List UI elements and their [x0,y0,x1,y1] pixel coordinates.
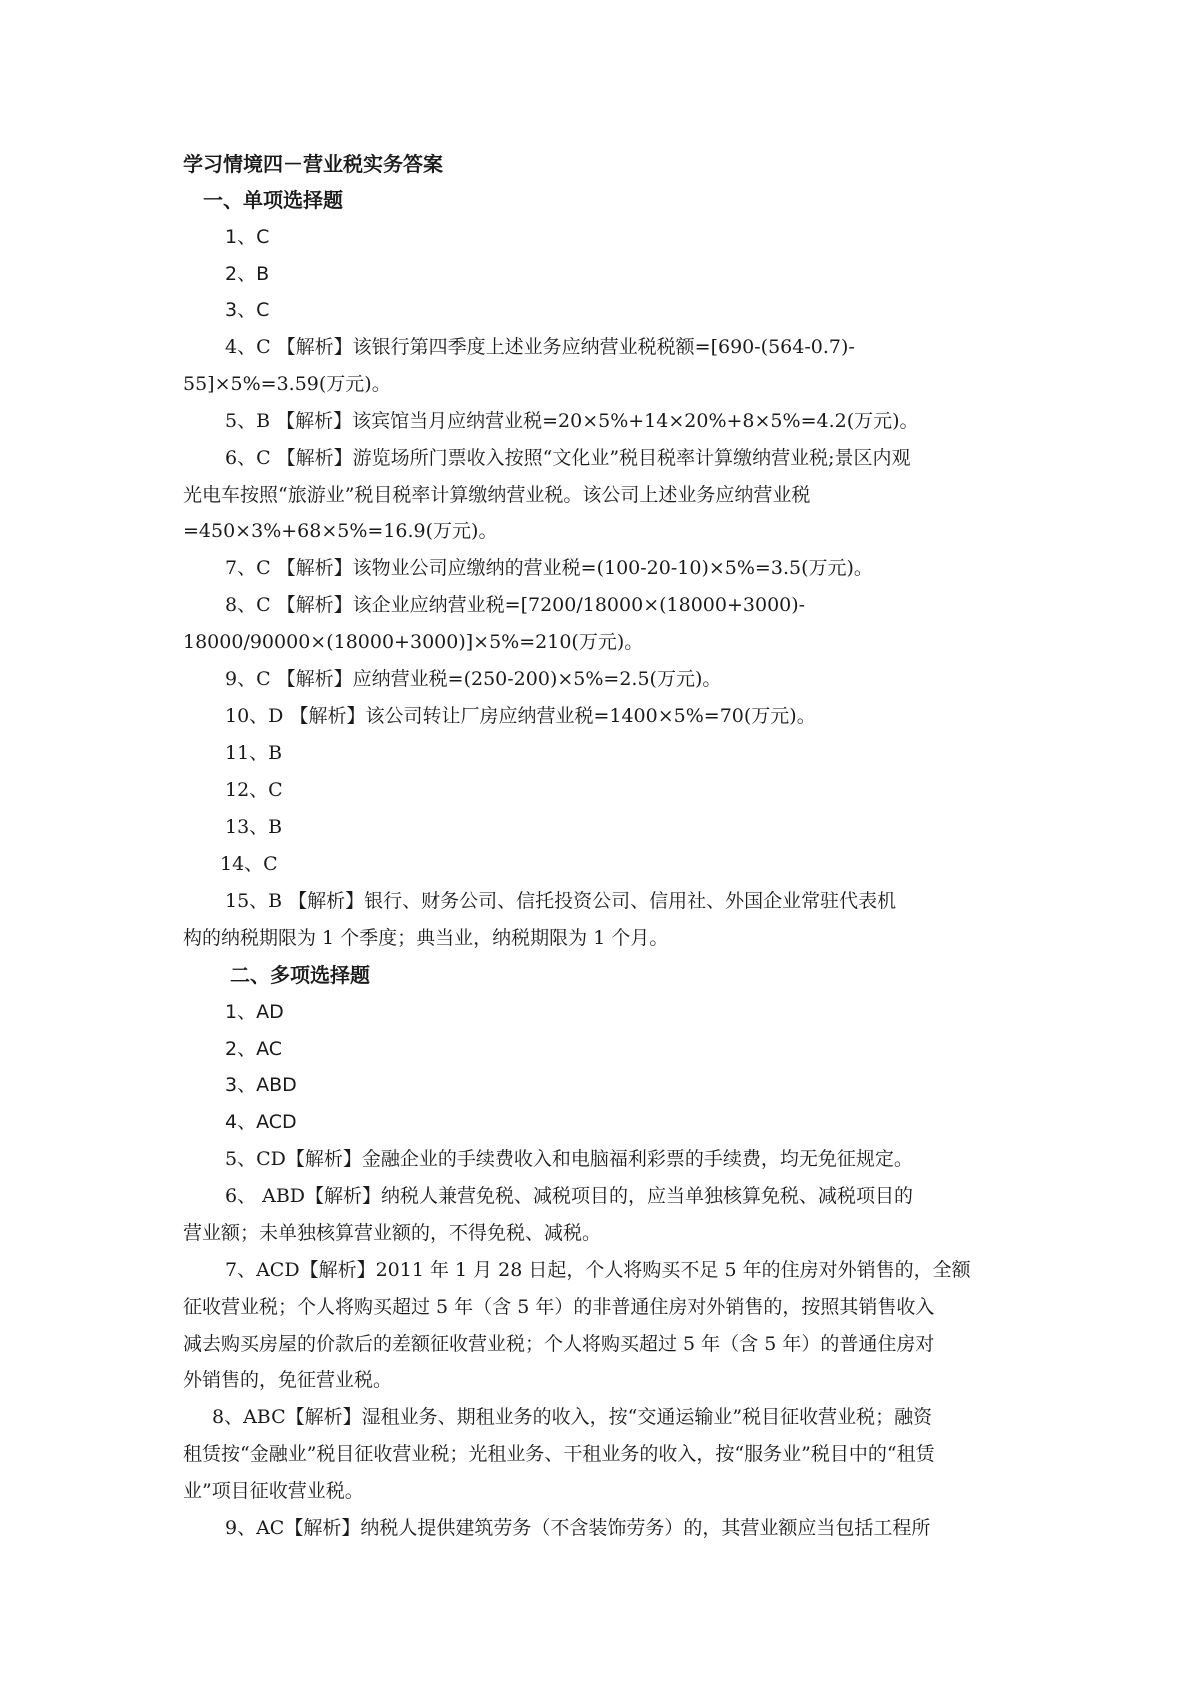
answer-line: 55]×5%=3.59(万元)。 [183,373,391,395]
section-heading-single-choice: 一、单项选择题 [203,188,343,212]
answer-line: 4、C 【解析】该银行第四季度上述业务应纳营业税税额=[690-(564-0.7)- [225,336,855,358]
answer-line: 5、CD【解析】金融企业的手续费收入和电脑福利彩票的手续费，均无免征规定。 [225,1148,913,1170]
answer-line: 光电车按照“旅游业”税目税率计算缴纳营业税。该公司上述业务应纳营业税 [183,484,811,506]
answer-line: 构的纳税期限为 1 个季度；典当业，纳税期限为 1 个月。 [183,927,669,949]
answer-line: 3、C [225,299,270,321]
answer-line: 10、D 【解析】该公司转让厂房应纳营业税=1400×5%=70(万元)。 [225,705,816,727]
answer-line: 2、AC [225,1038,283,1060]
answer-line: 3、ABD [225,1074,297,1096]
answer-line: 征收营业税；个人将购买超过 5 年（含 5 年）的非普通住房对外销售的，按照其销售收入 [183,1296,935,1318]
answer-line: 4、ACD [225,1111,297,1133]
answer-line: 11、B [225,742,283,764]
answer-line: 7、C 【解析】该物业公司应缴纳的营业税=(100-20-10)×5%=3.5(万元)。 [225,557,873,579]
answer-line: 2、B [225,263,270,285]
answer-line: 8、ABC【解析】湿租业务、期租业务的收入，按“交通运输业”税目征收营业税；融资 [212,1406,933,1428]
answer-line: 外销售的，免征营业税。 [183,1369,393,1391]
answer-line: 1、C [225,226,270,248]
answer-line: 9、C 【解析】应纳营业税=(250-200)×5%=2.5(万元)。 [225,668,722,690]
answer-line: 7、ACD【解析】2011 年 1 月 28 日起，个人将购买不足 5 年的住房对外销售的，全额 [225,1259,971,1281]
answer-line: 6、 ABD【解析】纳税人兼营免税、减税项目的，应当单独核算免税、减税项目的 [225,1185,914,1207]
answer-line: 9、AC【解析】纳税人提供建筑劳务（不含装饰劳务）的，其营业额应当包括工程所 [225,1517,931,1539]
answer-line: 18000/90000×(18000+3000)]×5%=210(万元)。 [183,631,644,653]
answer-line: 6、C 【解析】游览场所门票收入按照“文化业”税目税率计算缴纳营业税;景区内观 [225,447,911,469]
answer-line: 5、B 【解析】该宾馆当月应纳营业税=20×5%+14×20%+8×5%=4.2(万元)。 [225,410,919,432]
section-heading-multiple-choice: 二、多项选择题 [230,963,370,987]
document-title: 学习情境四－营业税实务答案 [183,152,443,176]
answer-line: 12、C [225,779,283,801]
answer-line: 1、AD [225,1001,284,1023]
answer-line: 减去购买房屋的价款后的差额征收营业税；个人将购买超过 5 年（含 5 年）的普通住房对 [183,1333,935,1355]
answer-line: 8、C 【解析】该企业应纳营业税=[7200/18000×(18000+3000)- [225,594,806,616]
answer-line: 租赁按“金融业”税目征收营业税；光租业务、干租业务的收入，按“服务业”税目中的“租赁 [183,1443,935,1465]
answer-line: =450×3%+68×5%=16.9(万元)。 [183,520,498,542]
answer-line: 营业额；未单独核算营业额的，不得免税、减税。 [183,1222,602,1244]
answer-line: 13、B [225,816,283,838]
answer-line: 业”项目征收营业税。 [183,1480,364,1502]
answer-line: 15、B 【解析】银行、财务公司、信托投资公司、信用社、外国企业常驻代表机 [225,890,897,912]
answer-line: 14、C [220,853,278,875]
